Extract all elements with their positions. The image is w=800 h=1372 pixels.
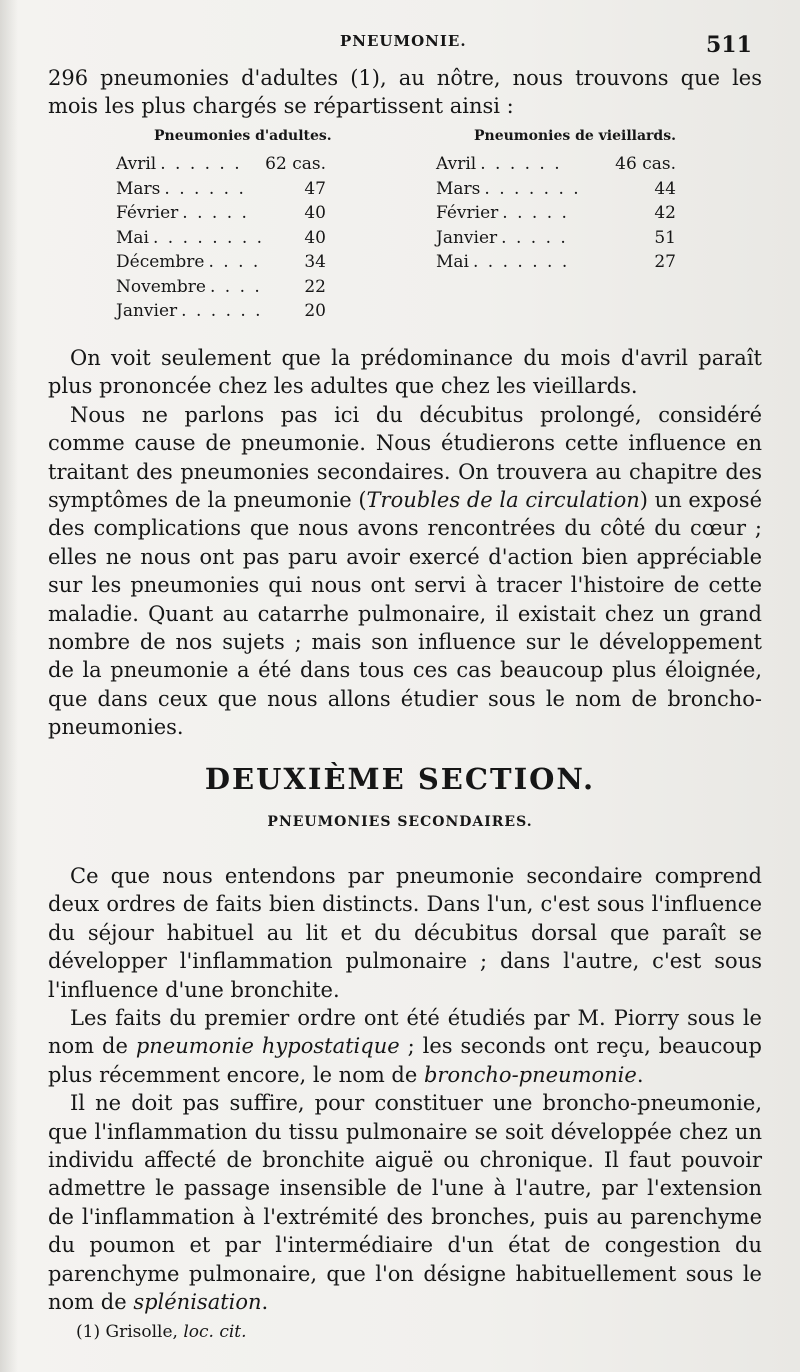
intro-paragraph: 296 pneumonies d'adultes (1), au nôtre, nous trouvons que les mois les plus chargés se répartissent ainsi : <box>48 66 762 119</box>
table-row: Novembre . . . . 22 <box>116 276 326 297</box>
table-row: Janvier . . . . . 51 <box>436 227 676 248</box>
table-row: Avril . . . . . . 62 cas. <box>116 154 326 174</box>
body-text-upper <box>48 344 762 742</box>
paragraph: Nous ne parlons pas ici du décubitus prolongé, considéré comme cause de pneumonie. Nous étudierons cette influence en traitant des pneumonies secondaires. On trouvera au chapitre des symptômes de la pneumonie (Troubles de la circulation) un exposé des complications que nous avons rencontrées du côté du cœur ; elles ne nous ont pas paru avoir exercé d'action bien appréciable sur les pneumonies qui nous ont servi à tracer l'histoire de cette maladie. Quant au catarrhe pulmonaire, il existait chez un grand nombre de nos sujets ; mais son influence sur le développement de la pneumonie a été dans tous ces cas beaucoup plus éloignée, que dans ceux que nous allons étudier sous le nom de broncho-pneumonies. <box>48 402 762 740</box>
paragraph: Ce que nous entendons par pneumonie secondaire comprend deux ordres de faits bien distincts. Dans l'un, c'est sous l'influence du séjour habituel au lit et du décubitus dorsal que paraît se développer l'inflammation pulmonaire ; dans l'autre, c'est sous l'influence d'une bronchite. <box>48 864 762 1002</box>
table-row: Décembre . . . . 34 <box>116 252 326 272</box>
body-text-lower <box>48 862 762 1317</box>
table-row: Mars . . . . . . . 44 <box>436 178 676 199</box>
paragraph: Les faits du premier ordre ont été étudiés par M. Piorry sous le nom de pneumonie hypostatique ; les seconds ont reçu, beaucoup plus récemment encore, le nom de broncho-pneumonie. <box>48 1006 762 1087</box>
paragraph: Il ne doit pas suffire, pour constituer une broncho-pneumonie, que l'inflammation du tissu pulmonaire se soit développée chez un individu affecté de bronchite aiguë ou chronique. Il faut pouvoir admettre le passage insensible de l'une à l'autre, par l'extension de l'inflammation à l'extrémité des bronches, puis au parenchyme du poumon et par l'intermédiaire d'un état de congestion du parenchyme pulmonaire, que l'on désigne habituellement sous le nom de splénisation. <box>48 1091 762 1315</box>
elderly-table-title: Pneumonies de vieillards. <box>474 128 676 144</box>
table-row: Avril . . . . . . 46 cas. <box>436 154 676 174</box>
page-header <box>0 30 800 58</box>
page-gutter <box>0 0 18 1372</box>
table-row: Janvier . . . . . . 20 <box>116 301 326 321</box>
table-row: Février . . . . . 42 <box>436 203 676 223</box>
table-row: Mai . . . . . . . 27 <box>436 252 676 272</box>
table-row: Mai . . . . . . . . 40 <box>116 227 326 248</box>
footnote: (1) Grisolle, loc. cit. <box>76 1322 247 1342</box>
page-number: 511 <box>706 32 752 58</box>
section-subtitle: PNEUMONIES SECONDAIRES. <box>267 814 533 830</box>
elderly-table <box>436 128 696 277</box>
running-title: PNEUMONIE. <box>340 32 467 50</box>
adults-table <box>116 128 376 326</box>
section-title: DEUXIÈME SECTION. <box>204 762 596 796</box>
month-tables <box>116 128 676 338</box>
paragraph: On voit seulement que la prédominance du mois d'avril paraît plus prononcée chez les adultes que chez les vieillards. <box>48 346 762 399</box>
table-row: Mars . . . . . . 47 <box>116 178 326 199</box>
adults-table-title: Pneumonies d'adultes. <box>154 128 332 144</box>
table-row: Février . . . . . 40 <box>116 203 326 223</box>
